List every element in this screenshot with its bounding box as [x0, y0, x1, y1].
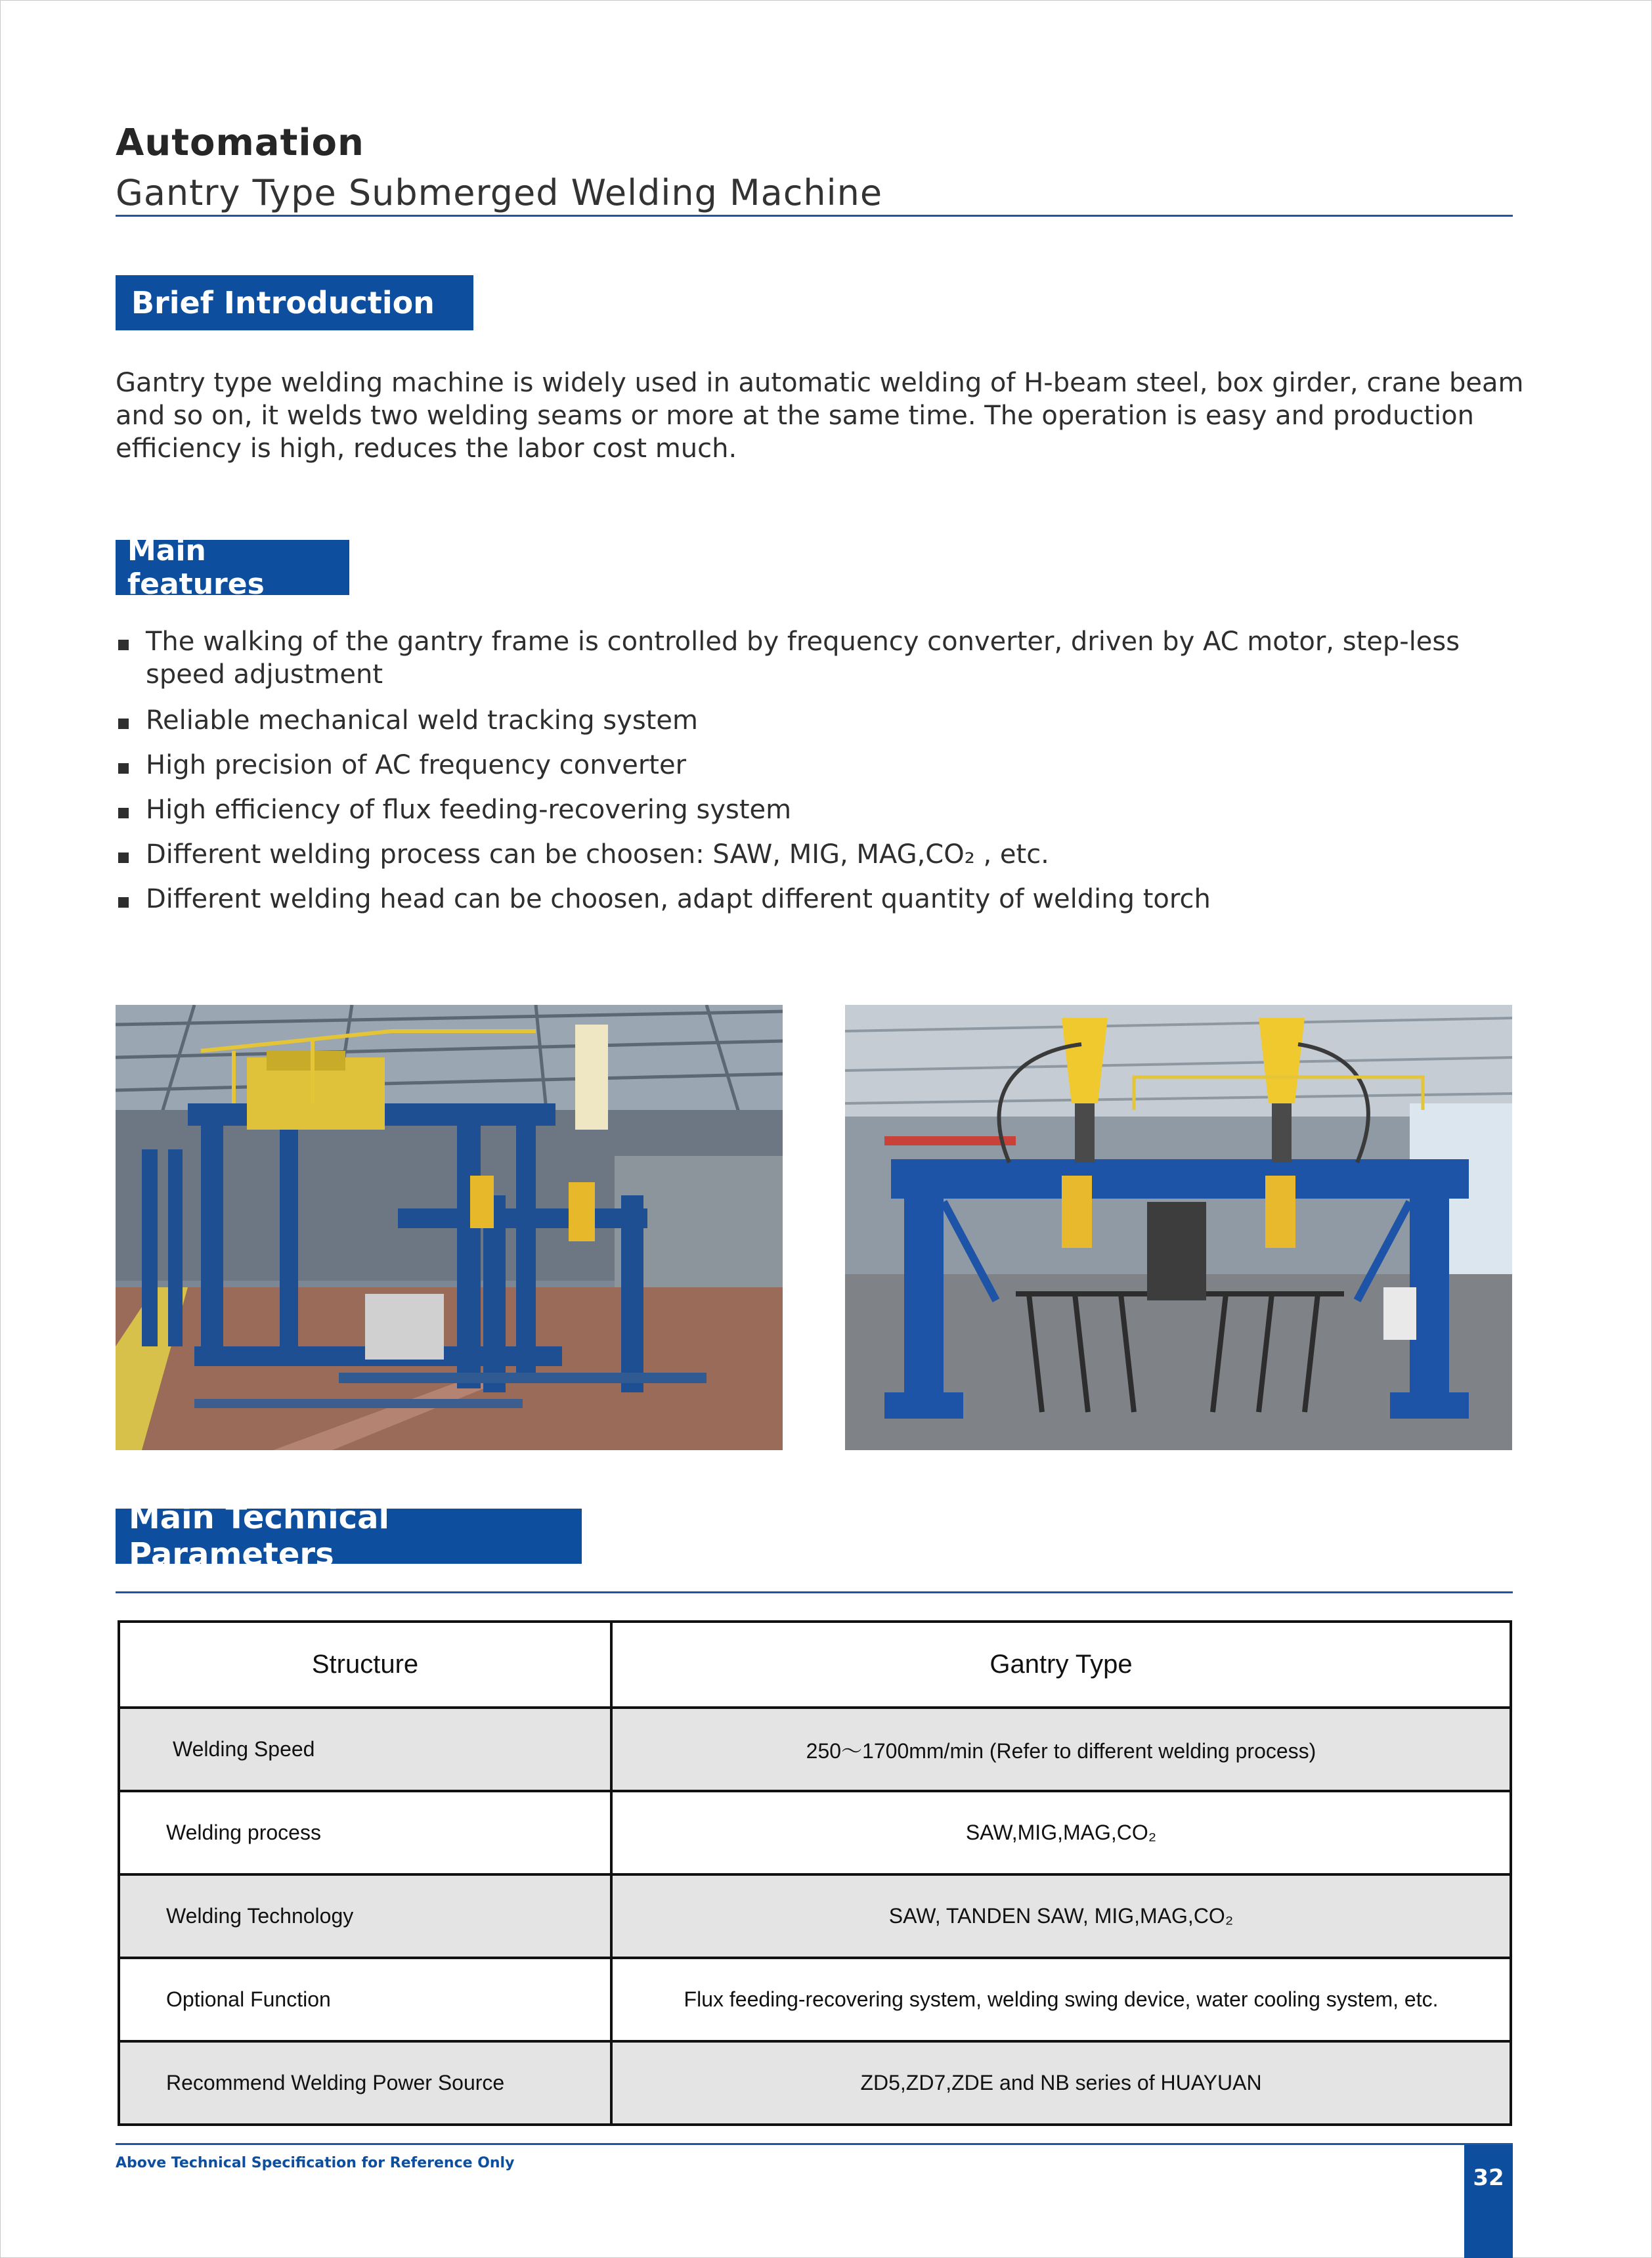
intro-heading: Brief Introduction	[116, 275, 473, 330]
footer-note: Above Technical Specification for Reference Only	[116, 2155, 515, 2171]
machine-photo-right	[845, 1005, 1512, 1450]
page-title: Automation	[116, 122, 364, 164]
list-item: High precision of AC frequency converter	[116, 749, 1527, 782]
bullet-icon	[118, 763, 129, 774]
list-item: Different welding process can be choosen: SAW, MIG, MAG,CO₂ , etc.	[116, 838, 1527, 871]
table-cell-label: Recommend Welding Power Source	[119, 2041, 611, 2125]
parameters-table	[118, 1620, 1512, 2126]
table-row	[119, 1874, 1511, 1958]
list-item: The walking of the gantry frame is controlled by frequency converter, driven by AC motor, step-less speed adjustment	[116, 625, 1527, 691]
table-row	[119, 2041, 1511, 2125]
intro-text: Gantry type welding machine is widely used in automatic welding of H-beam steel, box girder, crane beam and so on, it welds two welding seams or more at the same time. The operation is easy and production efficiency is high, reduces the labor cost much.	[116, 368, 1524, 464]
table-header-cell: Gantry Type	[611, 1622, 1511, 1708]
table-cell-label: Welding Speed	[119, 1708, 611, 1791]
bullet-icon	[118, 897, 129, 908]
table-cell-value: SAW,MIG,MAG,CO₂	[611, 1791, 1511, 1874]
table-cell-label: Optional Function	[119, 1958, 611, 2041]
table-row	[119, 1958, 1511, 2041]
params-rule	[116, 1591, 1513, 1593]
page-subtitle: Gantry Type Submerged Welding Machine	[116, 172, 883, 213]
bullet-icon	[118, 719, 129, 729]
table-header-row	[119, 1622, 1511, 1708]
table-cell-value: 250～1700mm/min (Refer to different welding process)	[611, 1708, 1511, 1791]
table-row	[119, 1791, 1511, 1874]
table-header-cell: Structure	[119, 1622, 611, 1708]
table-cell-label: Welding Technology	[119, 1874, 611, 1958]
bullet-icon	[118, 640, 129, 650]
footer-rule	[116, 2143, 1513, 2145]
title-rule	[116, 215, 1513, 217]
table-cell-value: Flux feeding-recovering system, welding swing device, water cooling system, etc.	[611, 1958, 1511, 2041]
machine-photo-left	[116, 1005, 783, 1450]
features-list	[116, 625, 1527, 927]
bullet-icon	[118, 852, 129, 863]
page-number: 32	[1464, 2145, 1513, 2258]
table-row	[119, 1708, 1511, 1791]
table-cell-value: ZD5,ZD7,ZDE and NB series of HUAYUAN	[611, 2041, 1511, 2125]
bullet-icon	[118, 808, 129, 818]
list-item: Different welding head can be choosen, adapt different quantity of welding torch	[116, 883, 1527, 916]
table-cell-label: Welding process	[119, 1791, 611, 1874]
table-cell-value: SAW, TANDEN SAW, MIG,MAG,CO₂	[611, 1874, 1511, 1958]
features-heading: Main features	[116, 540, 349, 595]
params-heading: Main Technical Parameters	[116, 1509, 582, 1564]
list-item: High efficiency of flux feeding-recovering system	[116, 793, 1527, 826]
list-item: Reliable mechanical weld tracking system	[116, 704, 1527, 737]
